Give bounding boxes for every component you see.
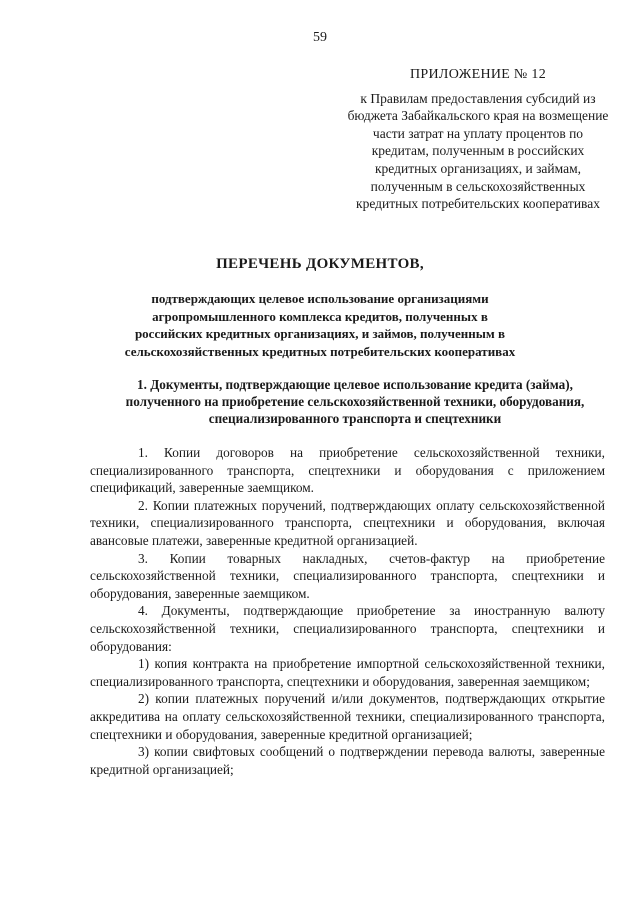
paragraph-item-3: 3. Копии товарных накладных, счетов-фактур на приобретение сельскохозяйственной техники, специализированного транспорта, спецтехники и оборудования, заверенные заемщиком. xyxy=(90,550,605,601)
document-body xyxy=(90,444,605,778)
paragraph-item-2: 2. Копии платежных поручений, подтверждающих оплату сельскохозяйственной техники, специализированного транспорта, спецтехники и оборудования, включая авансовые платежи, заверенные кредитной организацией. xyxy=(90,497,605,548)
document-title: ПЕРЕЧЕНЬ ДОКУМЕНТОВ, xyxy=(216,256,424,272)
appendix-text: к Правилам предоставления субсидий из бюджета Забайкальского края на возмещение части затрат на уплату процентов по кредитам, полученным в российских кредитных организациях, и займам, полученным в сельскохозяйственных кредитных потребительских кооперативах xyxy=(347,90,609,212)
paragraph-item-4: 4. Документы, подтверждающие приобретение за иностранную валюту сельскохозяйственной техники, специализированного транспорта, спецтехники и оборудования: xyxy=(90,603,605,654)
section-heading: 1. Документы, подтверждающие целевое использование кредита (займа), полученного на приобретение сельскохозяйственной техники, оборудования, специализированного транспорта и спецтехники xyxy=(125,377,585,427)
paragraph-subitem-2: 2) копии платежных поручений и/или документов, подтверждающих открытие аккредитива на оплату сельскохозяйственной техники, специализированного транспорта, спецтехники и оборудования, заверенные кредитной организацией; xyxy=(90,691,605,742)
appendix-block xyxy=(346,66,610,213)
appendix-title: ПРИЛОЖЕНИЕ № 12 xyxy=(410,67,546,82)
paragraph-subitem-1: 1) копия контракта на приобретение импортной сельскохозяйственной техники, специализированного транспорта, спецтехники и оборудования, заверенная заемщиком; xyxy=(90,656,605,689)
paragraph-item-1: 1. Копии договоров на приобретение сельскохозяйственной техники, специализированного транспорта, спецтехники и оборудования с приложением спецификаций, заверенные заемщиком. xyxy=(90,445,605,496)
page-number: 59 xyxy=(313,30,327,45)
document-subtitle: подтверждающих целевое использование организациями агропромышленного комплекса кредитов, полученных в российских кредитных организациях, и займов, полученным в сельскохозяйственных кредитных потребительских кооперативах xyxy=(124,291,516,359)
paragraph-subitem-3: 3) копии свифтовых сообщений о подтверждении перевода валюты, заверенные кредитной организацией; xyxy=(90,744,605,777)
